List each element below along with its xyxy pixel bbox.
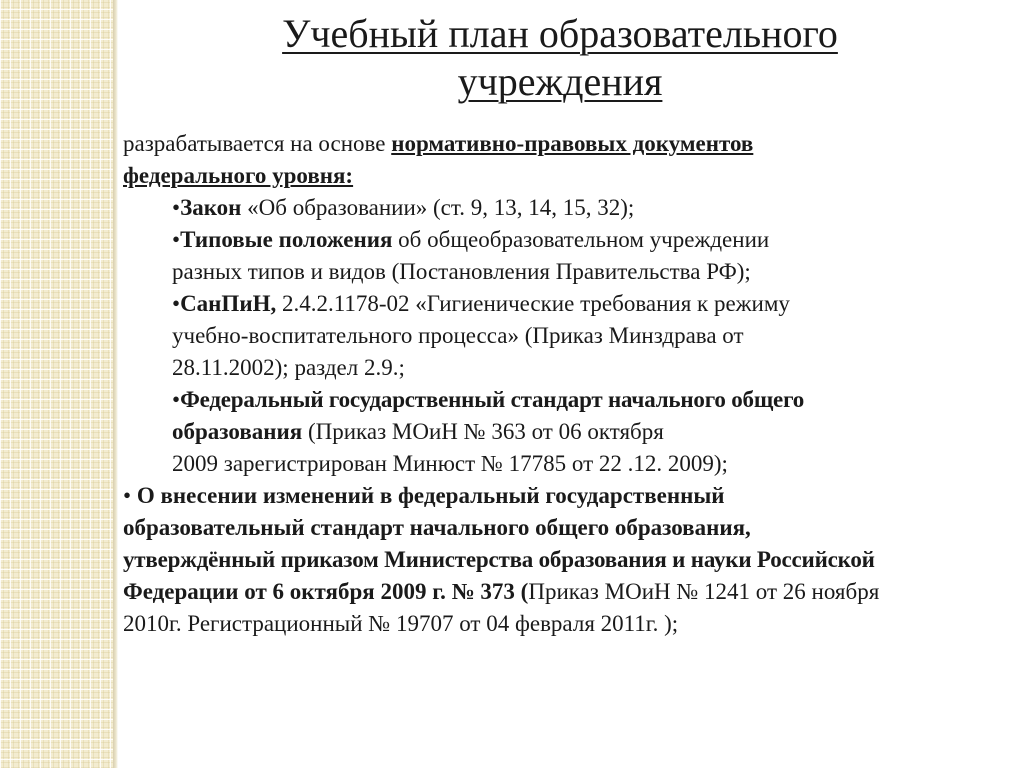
amendments-title-2: образовательный стандарт начального общего образования, [123,515,751,540]
title-line-1: Учебный план образовательного [282,11,838,56]
model-regulations-text-1: об общеобразовательном учреждении [392,227,770,252]
slide-title [140,10,980,106]
fgos-title-1: Федеральный государственный стандарт начального общего [180,387,805,412]
amendments-text-4: Приказ МОиН № 1241 от 26 ноября [528,579,880,604]
amendments-title-1: О внесении изменений в федеральный государственный [136,483,725,508]
list-item-fgos [123,384,1003,480]
list-item-amendments [123,480,1003,640]
law-text: «Об образовании» (ст. 9, 13, 14, 15, 32); [241,195,635,220]
intro-emphasis-a: нормативно-правовых документов [391,131,754,156]
list-item-model-regulations [123,224,1003,288]
bullet-marker: • [172,291,181,316]
bullet-marker: • [172,227,181,252]
bullet-marker: • [172,387,181,412]
amendments-title-3: утверждённый приказом Министерства образования и науки Российской [123,547,875,572]
model-regulations-text-2: разных типов и видов (Постановления Правительства РФ); [172,259,751,284]
law-title: Закон [180,195,242,220]
list-item-law [123,192,1003,224]
side-strip-edge [113,0,118,768]
bullet-marker: • [123,483,137,508]
intro-text: разрабатывается на основе [123,131,392,156]
list-item-sanpin [123,288,1003,384]
decorative-side-strip [0,0,113,768]
intro-emphasis-b: федерального уровня: [123,163,354,188]
fgos-title-2: образования [172,419,303,444]
slide-body [123,128,1003,640]
sanpin-text-2: учебно-воспитательного процесса» (Приказ Минздрава от [172,323,744,348]
bullet-marker: • [172,195,181,220]
sanpin-text-3: 28.11.2002); раздел 2.9.; [172,355,405,380]
title-line-2: учреждения [457,59,663,104]
intro-paragraph [123,128,1003,192]
model-regulations-title: Типовые положения [180,227,393,252]
fgos-text-3: 2009 зарегистрирован Минюст № 17785 от 22 .12. 2009); [172,451,728,476]
amendments-text-5: 2010г. Регистрационный № 19707 от 04 февраля 2011г. ); [123,611,679,636]
sanpin-title: СанПиН, [180,291,277,316]
fgos-text-2: (Приказ МОиН № 363 от 06 октября [302,419,664,444]
amendments-title-4: Федерации от 6 октября 2009 г. № 373 ( [123,579,529,604]
sanpin-text-1: 2.4.2.1178-02 «Гигиенические требования к режиму [276,291,790,316]
